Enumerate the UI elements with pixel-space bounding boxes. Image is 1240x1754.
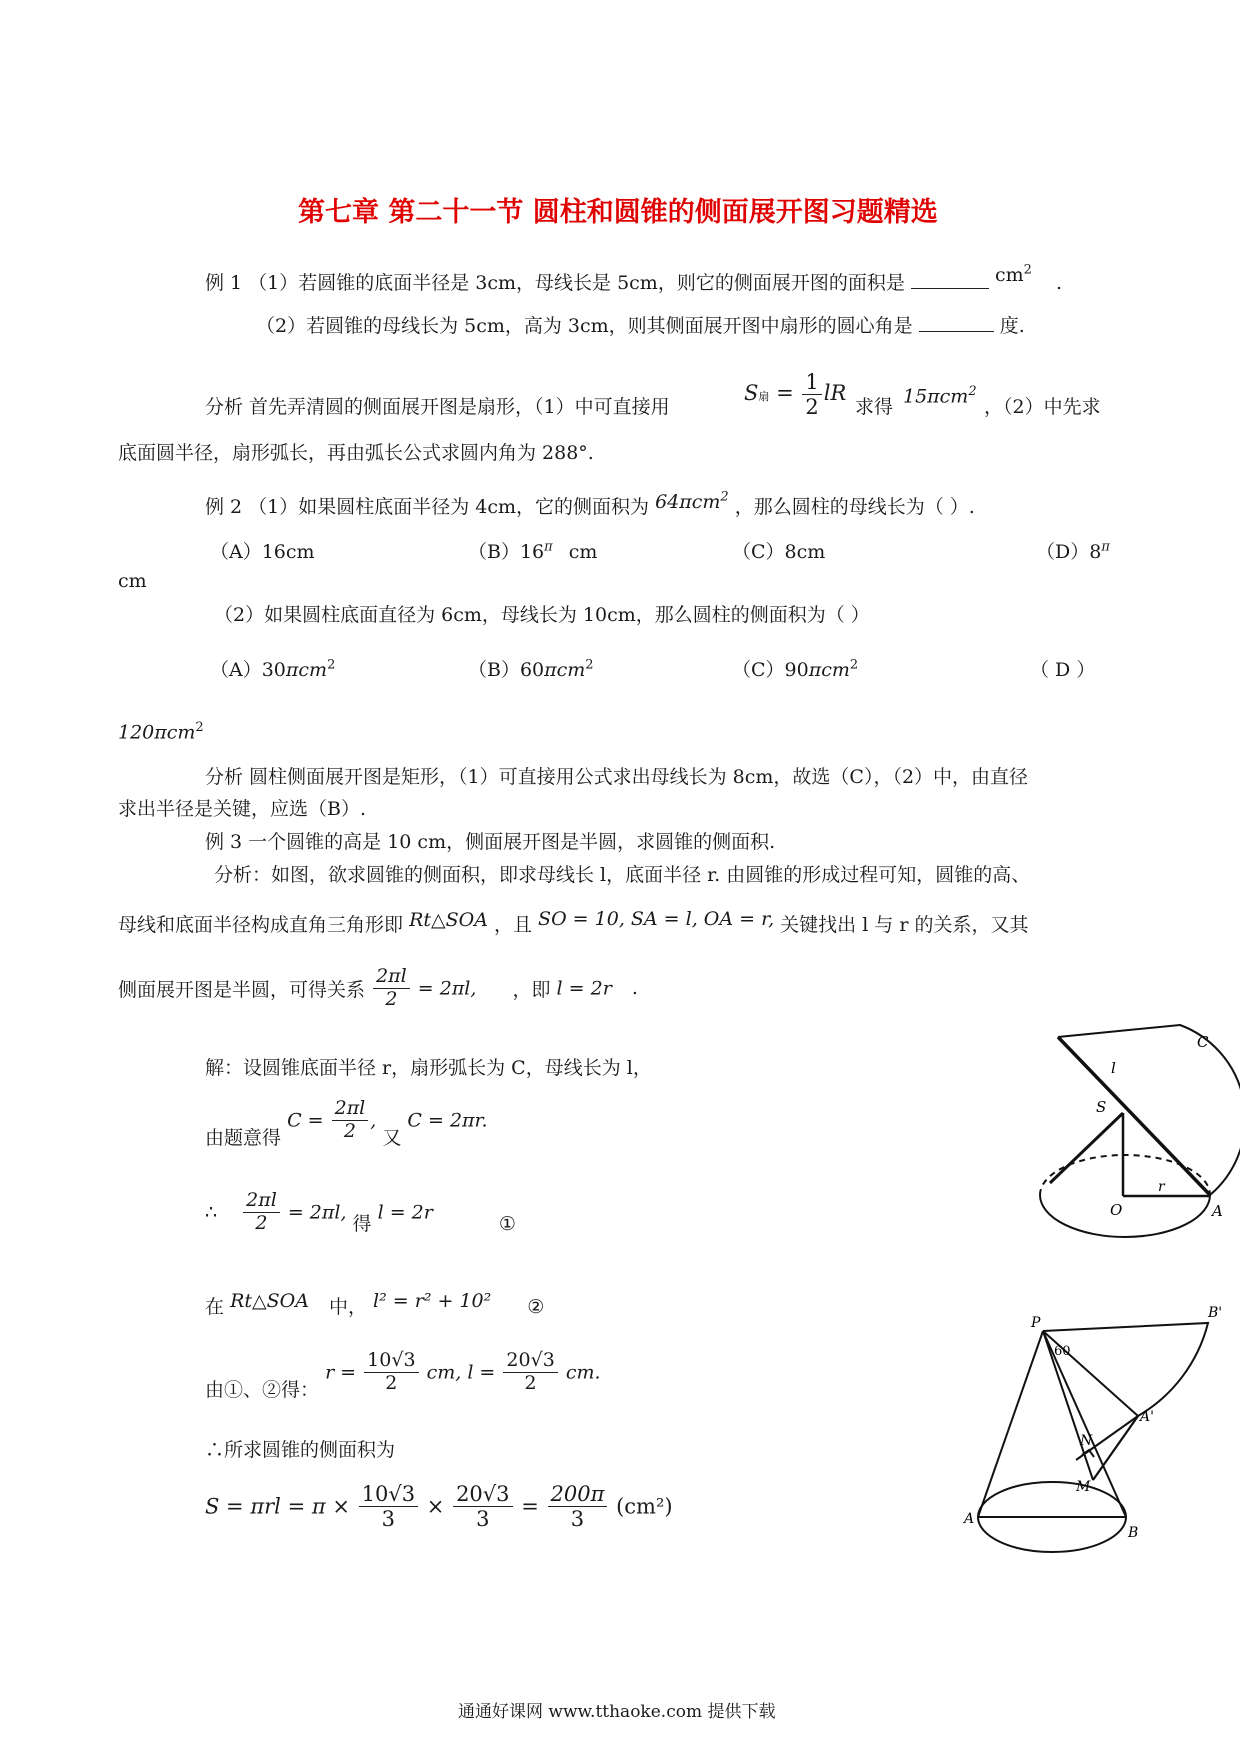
cone-sector-figure (1030, 1015, 1230, 1245)
fig2-label-m: M (1076, 1479, 1091, 1495)
example-2-q1 (205, 489, 975, 519)
ex2-option-d: $(D)8^\pi$ (1036, 539, 1110, 563)
solution-line1: 解：设圆锥底面半径 r，扇形弧长为 C，母线长为 l， (205, 1057, 652, 1079)
ex2-option-d-unit: cm (118, 570, 147, 592)
page-title: 第七章 第二十一节 圆柱和圆锥的侧面展开图习题精选 (298, 197, 938, 228)
page-footer: 通通好课网 www.tthaoke.com 提供下载 (458, 1702, 776, 1722)
fig1-label-o: O (1110, 1201, 1123, 1219)
ex1-q1-end: . (1055, 272, 1062, 294)
sector-area-formula: S扇 = $\frac{1}{2}$ lR (744, 370, 847, 420)
fig2-label-a-prime: A' (1140, 1409, 1154, 1425)
fig1-label-s: S (1096, 1098, 1107, 1116)
ex2-q1-value: 64πcm$^2$ (655, 489, 729, 513)
ex2-option-a: （A）16cm (210, 541, 315, 563)
answer-blank (919, 331, 994, 332)
fig1-label-c: C (1197, 1033, 1209, 1051)
fig1-label-r: r (1158, 1179, 1165, 1195)
ex2-option-b: $(B)16^\pi$ cm (468, 539, 598, 563)
fig2-label-p: P (1031, 1315, 1041, 1331)
fig1-label-a: A (1212, 1202, 1223, 1220)
ex1-q1-unit: $cm^2$ (994, 262, 1032, 286)
fig2-label-b-prime: B' (1208, 1305, 1223, 1321)
example-3-analysis-line3: 侧面展开图是半圆，可得关系 $\frac{2\pi l}{2}$ = 2πl, ，即 l = 2r . (118, 965, 638, 1010)
analysis-1-text-a: 分析 首先弄清圆的侧面展开图是扇形，（1）中可直接用 (205, 396, 670, 418)
ex2-option-c: （C）8cm (732, 541, 826, 563)
example-3-question: 例 3 一个圆锥的高是 10 cm，侧面展开图是半圆，求圆锥的侧面积. (205, 831, 776, 853)
ex2-q1-end: ，那么圆柱的母线长为（ ）. (734, 496, 975, 518)
ex2-q1-text: 例 2 （1）如果圆柱底面半径为 4cm，它的侧面积为 (205, 496, 650, 518)
example-1-q1 (205, 262, 1062, 295)
ex2-q2-option-d: （ D ） (1030, 659, 1096, 681)
solution-line4: 在 Rt△SOA 中， l² = r² + 10² ② (205, 1290, 545, 1318)
analysis-2-line1: 分析 圆柱侧面展开图是矩形，（1）可直接用公式求出母线长为 8cm，故选（C），（2）中，由直径 (205, 766, 1029, 788)
solution-line3: ∴ $\frac{2\pi l}{2}$ = 2πl, 得 l = 2r ① (205, 1189, 516, 1236)
analysis-1-value: 15πcm$^2$ (903, 384, 977, 408)
solution-line5: 由①、②得： r = $\frac{10√3}{2}$ cm, l = $\frac{20√3}{2}$ cm. (205, 1349, 601, 1401)
example-1-q2 (256, 311, 1025, 338)
analysis-1-text-c: ，（2）中先求 (984, 396, 1101, 418)
ex2-q2-option-c: （C）90πcm$^2$ (732, 657, 859, 681)
solution-line6: ∴所求圆锥的侧面积为 (205, 1439, 396, 1461)
solution-final: S = πrl = π × $\frac{10√3}{3}$ × $\frac{20√3}{3}$ = $\frac{200\pi}{3}$ (cm²) (205, 1482, 673, 1532)
fig2-label-n: N (1080, 1433, 1093, 1449)
ex1-q2-text: （2）若圆锥的母线长为 5cm，高为 3cm，则其侧面展开图中扇形的圆心角是 (256, 315, 913, 337)
ex2-q2-option-b: （B）60πcm$^2$ (468, 657, 594, 681)
answer-blank (911, 288, 989, 289)
ex1-q2-unit: 度. (999, 315, 1025, 337)
ex1-q1-text: 例 1 （1）若圆锥的底面半径是 3cm，母线长是 5cm，则它的侧面展开图的面积是 (205, 272, 905, 294)
fig2-label-a: A (964, 1511, 975, 1527)
solution-line2: 由题意得 C = $\frac{2\pi l}{2}$ , 又 C = 2πr. (205, 1097, 488, 1149)
analysis-1-text-b: 求得 (855, 396, 894, 418)
cone-shortest-path-figure (958, 1305, 1223, 1565)
fig2-label-b: B (1128, 1525, 1139, 1541)
analysis-1-line2: 底面圆半径，扇形弧长，再由弧长公式求圆内角为 288°. (118, 442, 594, 464)
analysis-2-line2: 求出半径是关键，应选（B）. (118, 798, 367, 820)
example-2-q2: （2）如果圆柱底面直径为 6cm，母线长为 10cm，那么圆柱的侧面积为（ ） (214, 604, 870, 626)
fig1-label-l: l (1111, 1059, 1116, 1077)
ex2-q2-option-d-value: 120πcm$^2$ (118, 720, 204, 744)
example-3-analysis-line1: 分析：如图，欲求圆锥的侧面积，即求母线长 l，底面半径 r. 由圆锥的形成过程可知，圆锥的高、 (214, 864, 1031, 886)
ex2-q2-option-a: （A）30πcm$^2$ (210, 657, 336, 681)
example-3-analysis-line2: 母线和底面半径构成直角三角形即 Rt△SOA ，且 SO = 10, SA = l, OA = r, 关键找出 l 与 r 的关系，又其 (118, 908, 1029, 936)
fig2-label-angle: 60 (1054, 1344, 1071, 1359)
